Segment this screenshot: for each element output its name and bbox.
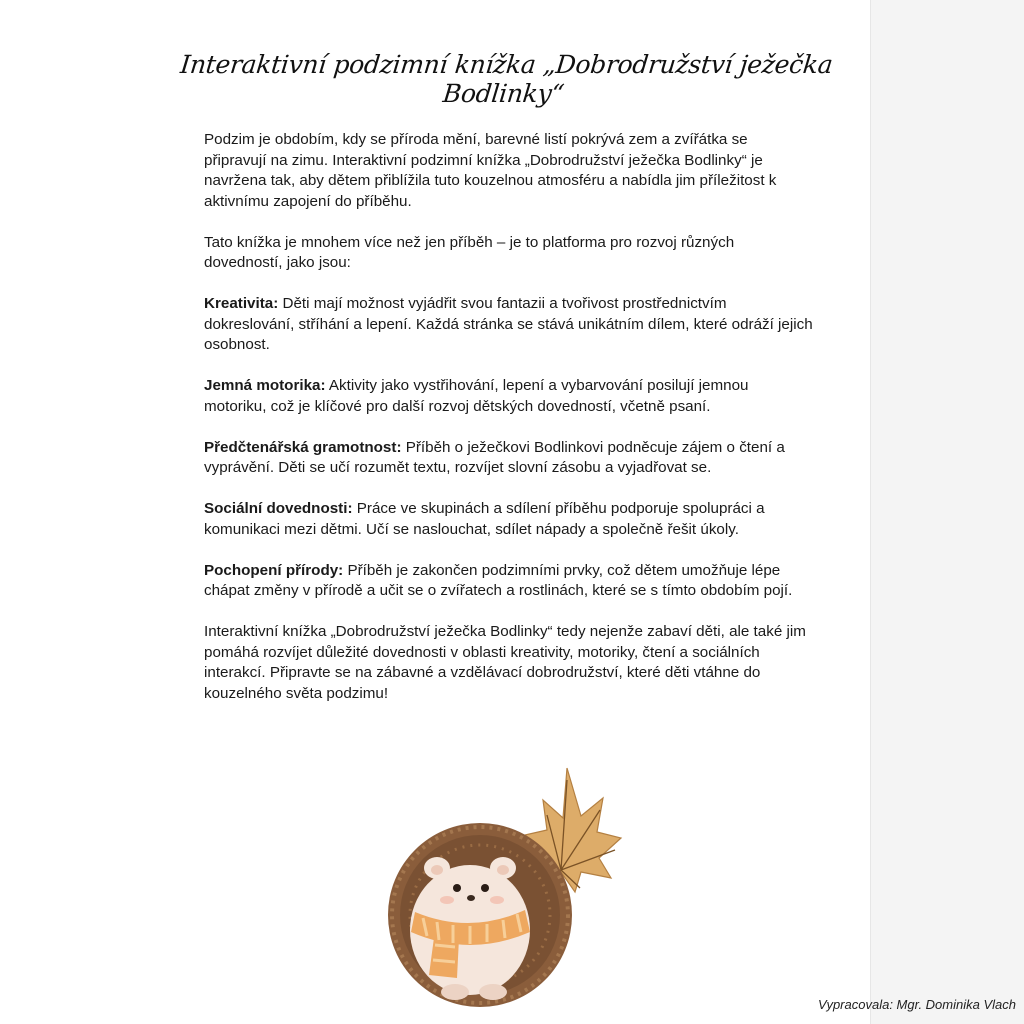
author-credit: Vypracovala: Mgr. Dominika Vlach — [818, 997, 1016, 1012]
skill-term: Pochopení přírody: — [204, 561, 344, 579]
skill-term: Jemná motorika: — [204, 377, 326, 394]
skill-term: Předčtenářská gramotnost: — [204, 438, 402, 456]
skill-text: Příběh je zakončen podzimními prvky, což dětem umožňuje lépe chápat změny v přírodě a učit se o zvířatech a rostlinách, které se s tímto obdobím pojí. — [204, 561, 793, 599]
skill-paragraph-social — [204, 499, 814, 540]
skill-text: Práce ve skupinách a sdílení příběhu podporuje spolupráci a komunikaci mezi dětmi. Učí se naslouchat, sdílet nápady a společně řešit úkoly. — [204, 500, 765, 538]
hedgehog-illustration — [375, 760, 625, 1010]
skill-paragraph-creativity — [204, 294, 814, 356]
skill-paragraph-nature — [204, 561, 814, 602]
skill-term: Kreativita: — [204, 295, 279, 312]
page-title: Interaktivní podzimní knížka „Dobrodružství ježečka Bodlinky“ — [179, 50, 835, 108]
document-body — [204, 130, 814, 725]
skill-text: Aktivity jako vystřihování, lepení a vybarvování posilují jemnou motoriku, což je klíčové pro další rozvoj dětských dovedností, včetně psaní. — [204, 377, 749, 415]
skill-paragraph-fine-motor — [204, 376, 814, 417]
skill-text: Příběh o ježečkovi Bodlinkovi podněcuje zájem o čtení a vyprávění. Děti se učí rozumět textu, rozvíjet slovní zásobu a vyjadřovat se. — [204, 438, 785, 476]
platform-paragraph: Tato knížka je mnohem více než jen příběh – je to platforma pro rozvoj různých dovedností, jako jsou: — [204, 233, 735, 271]
skill-term: Sociální dovednosti: — [204, 500, 353, 517]
skill-text: Děti mají možnost vyjádřit svou fantazii a tvořivost prostřednictvím dokreslování, stříhání a lepení. Každá stránka se stává unikátním dílem, které odráží jejich osobnost. — [204, 295, 813, 353]
intro-paragraph: Podzim je obdobím, kdy se příroda mění, barevné listí pokrývá zem a zvířátka se připravují na zimu. Interaktivní podzimní knížka „Dobrodružství ježečka Bodlinky“ je navržena tak, aby dětem přiblížila tuto kouzelnou atmosféru a nabídla jim příležitost k aktivnímu zapojení do příběhu. — [204, 131, 777, 210]
conclusion-paragraph: Interaktivní knížka „Dobrodružství ježečka Bodlinky“ tedy nejenže zabaví děti, ale také jim pomáhá rozvíjet důležité dovednosti v oblasti kreativity, motoriky, čtení a sociálních interakcí. Připravte se na zábavné a vzdělávací dobrodružství, které děti vtáhne do kouzelného světa podzimu! — [204, 623, 806, 702]
skill-paragraph-literacy — [204, 438, 814, 479]
